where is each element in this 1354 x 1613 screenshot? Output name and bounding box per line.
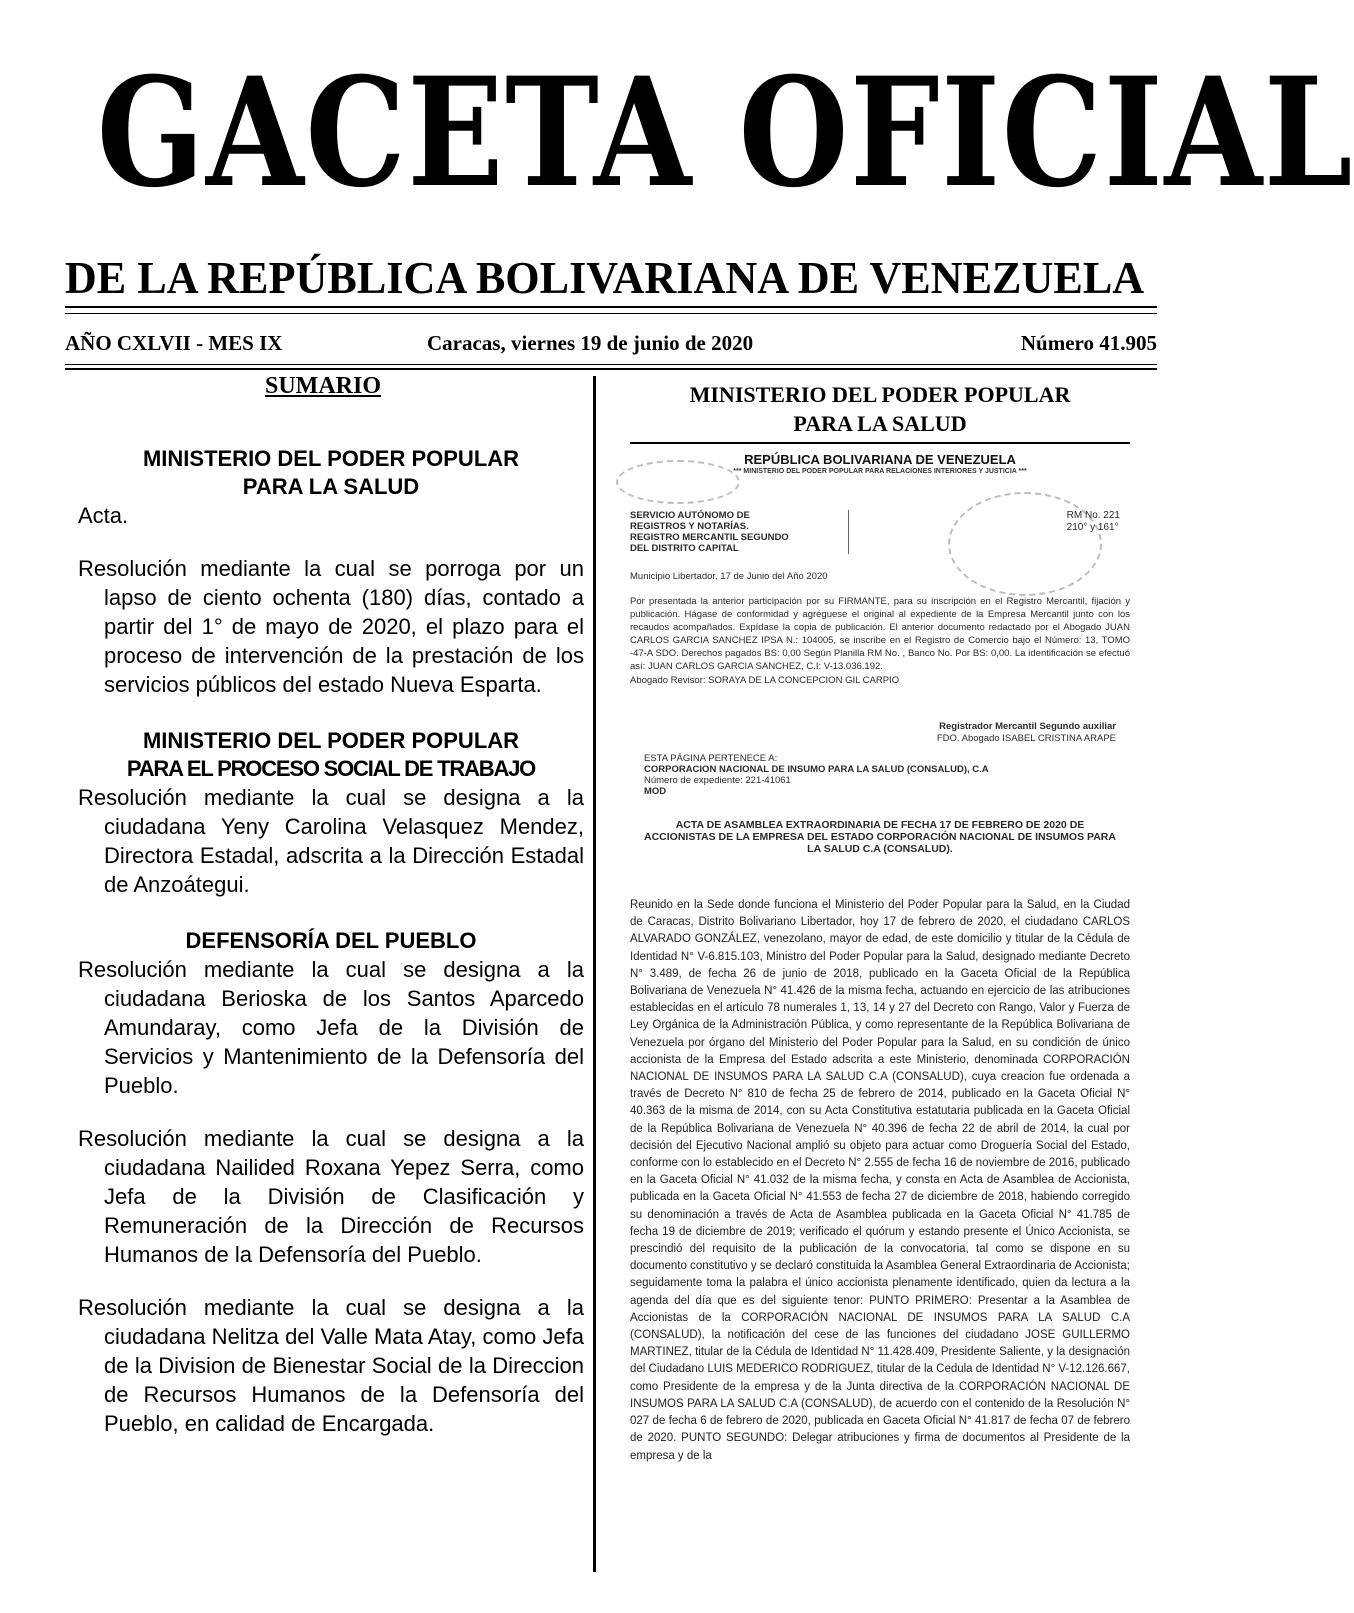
rule-bottom-thick bbox=[65, 368, 1157, 370]
masthead-title: GACETA OFICIAL bbox=[96, 45, 1354, 221]
sumario-entry: Resolución mediante la cual se designa a la ciudadana Nelitza del Valle Mata Atay, como Jefa de la Division de Bienestar Social de la Direccion de Recursos Humanos de la Defensoría del Pueblo, en calidad de Encargada. bbox=[78, 1295, 584, 1436]
column-separator bbox=[593, 376, 596, 1572]
belongs-line: MOD bbox=[644, 786, 667, 797]
heading-line: MINISTERIO DEL PODER POPULAR bbox=[142, 446, 520, 471]
rm-line: RM No. 221 bbox=[1066, 510, 1120, 521]
heading-line: MINISTERIO DEL PODER POPULAR bbox=[142, 728, 520, 753]
page-belongs-block bbox=[630, 753, 1130, 797]
registry-paragraph: Por presentada la anterior participación por su FIRMANTE, para su inscripción en el Registro Mercantil, fijación y publicación. Hágase de conformidad y agréguese el original al expediente de la Empresa Mercantil junto con los recaudos acompañados. Expídase la copia de publicación. El anterior documento redactado por el Abogado JUAN CARLOS GARCIA SANCHEZ IPSA N.: 104005, se inscribe en el Registro de Comercio bajo el Número: 13, TOMO -47-A SDO. Derechos pagados BS: 0,00 Según Planilla RM No. , Banco No. Por BS: 0,00. La identificación se efectuó así: JUAN CARLOS GARCIA SANCHEZ, C.I: V-13.036.192. bbox=[630, 596, 1130, 672]
issue-year-month: AÑO CXLVII - MES IX bbox=[65, 331, 283, 355]
issue-number: Número 41.905 bbox=[1020, 331, 1157, 355]
registry-block bbox=[630, 510, 1130, 568]
stamp-republic: REPÚBLICA BOLIVARIANA DE VENEZUELA bbox=[744, 452, 1016, 467]
registry-divider bbox=[848, 510, 849, 554]
right-heading bbox=[630, 380, 1130, 438]
registry-line: REGISTRO MERCANTIL SEGUNDO bbox=[630, 532, 789, 543]
belongs-line: ESTA PÁGINA PERTENECE A: bbox=[644, 753, 778, 764]
sumario-entry: Resolución mediante la cual se designa a la ciudadana Yeny Carolina Velasquez Mendez, Directora Estadal, adscrita a la Dirección Estadal de Anzoátegui. bbox=[78, 785, 584, 897]
heading-line: PARA LA SALUD bbox=[242, 474, 420, 499]
sign-line: FDO. Abogado ISABEL CRISTINA ARAPE bbox=[936, 733, 1116, 744]
section-heading-salud bbox=[78, 445, 584, 501]
seal-stamp bbox=[616, 460, 740, 504]
registry-line: DEL DISTRITO CAPITAL bbox=[630, 543, 739, 554]
rm-line: 210° y 161° bbox=[1066, 522, 1119, 533]
info-bar bbox=[65, 328, 1157, 358]
masthead-subtitle: DE LA REPÚBLICA BOLIVARIANA DE VENEZUELA bbox=[64, 252, 1145, 303]
section-heading-defensoria bbox=[78, 927, 584, 955]
sumario-column bbox=[78, 372, 584, 1438]
heading-line: PARA LA SALUD bbox=[793, 411, 967, 436]
heading-line: DEFENSORÍA DEL PUEBLO bbox=[185, 928, 477, 953]
rule-bottom-thin bbox=[65, 364, 1157, 365]
stamp-ministry: *** MINISTERIO DEL PODER POPULAR PARA RELACIONES INTERIORES Y JUSTICIA *** bbox=[733, 468, 1027, 475]
section-heading-trabajo bbox=[78, 727, 584, 783]
rule-top-thick bbox=[65, 306, 1157, 308]
municipio-line: Municipio Libertador, 17 de Junio del Año 2020 bbox=[630, 571, 828, 582]
sign-line: Registrador Mercantil Segundo auxiliar bbox=[939, 721, 1116, 732]
heading-underline bbox=[630, 442, 1130, 444]
document-column bbox=[630, 380, 1130, 1465]
abogado-revisor: Abogado Revisor: SORAYA DE LA CONCEPCION GIL CARPIO bbox=[630, 675, 900, 686]
registry-line: REGISTROS Y NOTARÍAS. bbox=[630, 521, 749, 532]
heading-line: PARA EL PROCESO SOCIAL DE TRABAJO bbox=[126, 756, 536, 781]
sumario-title: SUMARIO bbox=[264, 373, 381, 399]
sumario-entry: Resolución mediante la cual se porroga por un lapso de ciento ochenta (180) días, contado a partir del 1° de mayo de 2020, el plazo para el proceso de intervención de la prestación de los servicios públicos del estado Nueva Esparta. bbox=[78, 556, 584, 697]
belongs-line: CORPORACION NACIONAL DE INSUMO PARA LA SALUD (CONSALUD), C.A bbox=[644, 764, 989, 775]
acta-title: ACTA DE ASAMBLEA EXTRAORDINARIA DE FECHA 17 DE FEBRERO DE 2020 DE ACCIONISTAS DE LA EMPRESA DEL ESTADO CORPORACIÓN NACIONAL DE INSUMOS PARA LA SALUD C.A (CONSALUD). bbox=[644, 819, 1116, 855]
registrar-signature bbox=[630, 721, 1130, 745]
registry-office bbox=[630, 510, 860, 554]
acta-body: Reunido en la Sede donde funciona el Ministerio del Poder Popular para la Salud, en la Ciudad de Caracas, Distrito Bolivariano Libertador, hoy 17 de febrero de 2020, el ciudadano CARLOS ALVARADO GONZÁLEZ, venezolano, mayor de edad, de este domicilio y titular de la Cédula de Identidad N° V-6.815.103, Ministro del Poder Popular para la Salud, designado mediante Decreto N° 3.489, de fecha 26 de junio de 2018, publicado en la Gaceta Oficial de la República Bolivariana de Venezuela N° 41.426 de la misma fecha, actuando en ejercicio de las atribuciones establecidas en el artículo 78 numerales 1, 13, 14 y 27 del Decreto con Rango, Valor y Fuerza de Ley Orgánica de la Administración Pública, y como representante de la República Bolivariana de Venezuela por órgano del Ministerio del Poder Popular para la Salud, en su condición de único accionista de la Empresa del Estado adscrita a este Ministerio, denominada CORPORACIÓN NACIONAL DE INSUMOS PARA LA SALUD C.A (CONSALUD), cuya creacion fue ordenada a través de Decreto N° 810 de fecha 25 de febrero de 2014, publicado en la Gaceta Oficial N° 40.363 de la misma de 2014, con su Acta Constitutiva estatutaria publicada en la Gaceta Oficial de la República Bolivariana de Venezuela N° 40.396 de fecha 22 de abril de 2014, la cual por decisión del Ejecutivo Nacional amplió su objeto para actuar como Droguería Social del Estado, conforme con lo establecido en el Decreto N° 2.555 de fecha 16 de noviembre de 2016, publicado en la Gaceta Oficial N° 41.032 de la misma fecha, y consta en Acta de Asamblea de Accionista, publicada en la Gaceta Oficial N° 41.553 de fecha 27 de diciembre de 2018, habiendo corregido su denominación a través de Acta de Asamblea publicada en la Gaceta Oficial N° 41.785 de fecha 19 de diciembre de 2019; verificado el quórum y estando presente el Único Accionista, se prescindió del requisito de la publicación de la convocatoria, tal como se dispone en su documento constitutivo y se declaró constituida la Asamblea General Extraordinaria de Accionista; seguidamente toma la palabra el único accionista plenamente identificado, quien da lectura a la agenda del día que es del siguiente tenor: PUNTO PRIMERO: Presentar a la Asamblea de Accionistas de la CORPORACIÓN NACIONAL DE INSUMOS PARA LA SALUD C.A (CONSALUD), la notificación del cese de las funciones del ciudadano JOSE GUILLERMO MARTINEZ, titular de la Cédula de Identidad N° 11.428.409, Presidente Saliente, y la designación del Ciudadano LUIS MEDERICO RODRIGUEZ, titular de la Cedula de Identidad N° V-12.126.667, como Presidente de la empresa y de la Junta directiva de la CORPORACIÓN NACIONAL DE INSUMOS PARA LA SALUD C.A (CONSALUD), de acuerdo con el contenido de la Resolución N° 027 de fecha 6 de febrero de 2020, publicada en Gaceta Oficial N° 41.817 de fecha 07 de febrero de 2020. PUNTO SEGUNDO: Delegar atribuciones y firma de documentos al Presidente de la empresa y de la bbox=[630, 899, 1130, 1462]
registry-line: SERVICIO AUTÓNOMO DE bbox=[630, 510, 750, 521]
sumario-entry: Resolución mediante la cual se designa a la ciudadana Nailided Roxana Yepez Serra, como Jefa de la División de Clasificación y Remuneración de la Dirección de Recursos Humanos de la Defensoría del Pueblo. bbox=[78, 1126, 584, 1267]
sumario-entry: Acta. bbox=[78, 503, 129, 528]
rule-top-thin bbox=[65, 313, 1157, 314]
belongs-line: Número de expediente: 221-41061 bbox=[644, 775, 791, 786]
sumario-entry: Resolución mediante la cual se designa a la ciudadana Berioska de los Santos Aparcedo Amundaray, como Jefa de la División de Servicios y Mantenimiento de la Defensoría del Pueblo. bbox=[78, 957, 584, 1098]
registry-number bbox=[1067, 510, 1120, 534]
heading-line: MINISTERIO DEL PODER POPULAR bbox=[689, 382, 1071, 407]
scanned-document bbox=[630, 452, 1130, 1465]
issue-date: Caracas, viernes 19 de junio de 2020 bbox=[427, 331, 754, 355]
